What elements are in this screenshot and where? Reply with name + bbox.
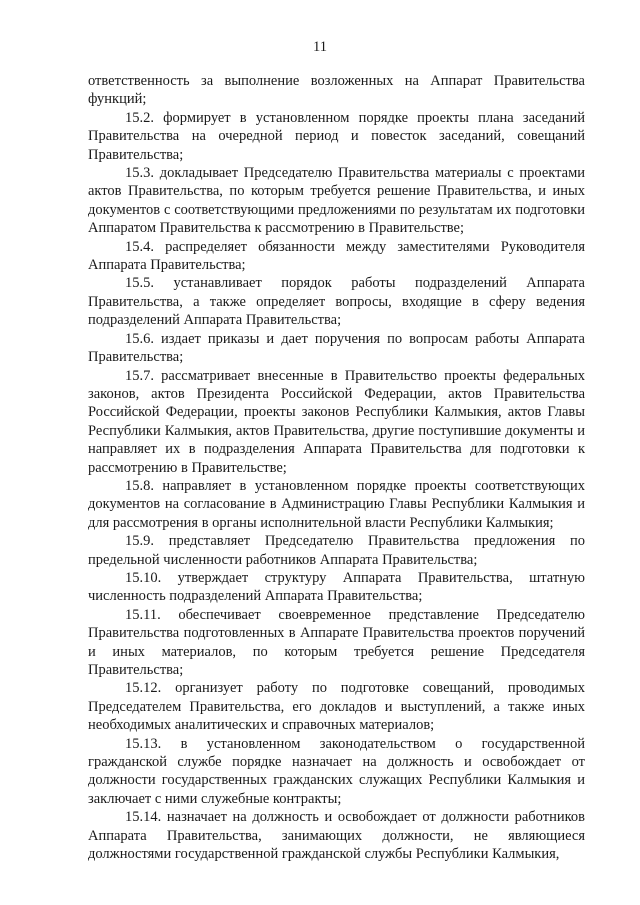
paragraph-15-14: 15.14. назначает на должность и освобождает от должности работников Аппарата Правительства, занимающих должности, не являющиеся должностями государственной гражданской службы Республики Калмыкия, bbox=[88, 809, 585, 863]
paragraph-15-13: 15.13. в установленном законодательством о государственной гражданской службе порядке назначает на должность и освобождает от должности государственных гражданских служащих Республики Калмыкия и заключает с ними служебные контракты; bbox=[88, 735, 585, 807]
document-body bbox=[88, 72, 585, 863]
paragraph-continuation: ответственность за выполнение возложенных на Аппарат Правительства функций; bbox=[88, 73, 585, 108]
paragraph-15-8: 15.8. направляет в установленном порядке проекты соответствующих документов на согласование в Администрацию Главы Республики Калмыкия и для рассмотрения в органы исполнительной власти Республики Калмыкия; bbox=[88, 477, 585, 531]
paragraph-15-11: 15.11. обеспечивает своевременное представление Председателю Правительства подготовленных в Аппарате Правительства проектов поручений и иных материалов, по которым требуется решение Председателя Правительства; bbox=[88, 606, 585, 678]
paragraph-15-12: 15.12. организует работу по подготовке совещаний, проводимых Председателем Правительства, его докладов и выступлений, а также иных необходимых аналитических и справочных материалов; bbox=[88, 680, 585, 734]
paragraph-15-9: 15.9. представляет Председателю Правительства предложения по предельной численности работников Аппарата Правительства; bbox=[88, 533, 585, 568]
page-number: 11 bbox=[313, 39, 327, 55]
paragraph-15-2: 15.2. формирует в установленном порядке проекты плана заседаний Правительства на очередной период и повесток заседаний, совещаний Правительства; bbox=[88, 109, 585, 163]
paragraph-15-10: 15.10. утверждает структуру Аппарата Правительства, штатную численность подразделений Аппарата Правительства; bbox=[88, 569, 585, 605]
paragraph-15-4: 15.4. распределяет обязанности между заместителями Руководителя Аппарата Правительства; bbox=[88, 238, 585, 274]
paragraph-15-6: 15.6. издает приказы и дает поручения по вопросам работы Аппарата Правительства; bbox=[88, 330, 585, 366]
paragraph-15-5: 15.5. устанавливает порядок работы подразделений Аппарата Правительства, а также определяет вопросы, входящие в сферу ведения подразделений Аппарата Правительства; bbox=[88, 275, 585, 329]
paragraph-15-3: 15.3. докладывает Председателю Правительства материалы с проектами актов Правительства, по которым требуется решение Правительства, и иных документов с соответствующими предложениями по результатам их подготовки Аппаратом Правительства к рассмотрению в Правительстве; bbox=[88, 165, 585, 237]
paragraph-15-7: 15.7. рассматривает внесенные в Правительство проекты федеральных законов, актов Президента Российской Федерации, актов Правительства Российской Федерации, проекты законов Республики Калмыкия, актов Главы Республики Калмыкия, актов Правительства, другие поступившие документы и направляет их в подразделения Аппарата Правительства для подготовки к рассмотрению в Правительстве; bbox=[88, 367, 585, 476]
